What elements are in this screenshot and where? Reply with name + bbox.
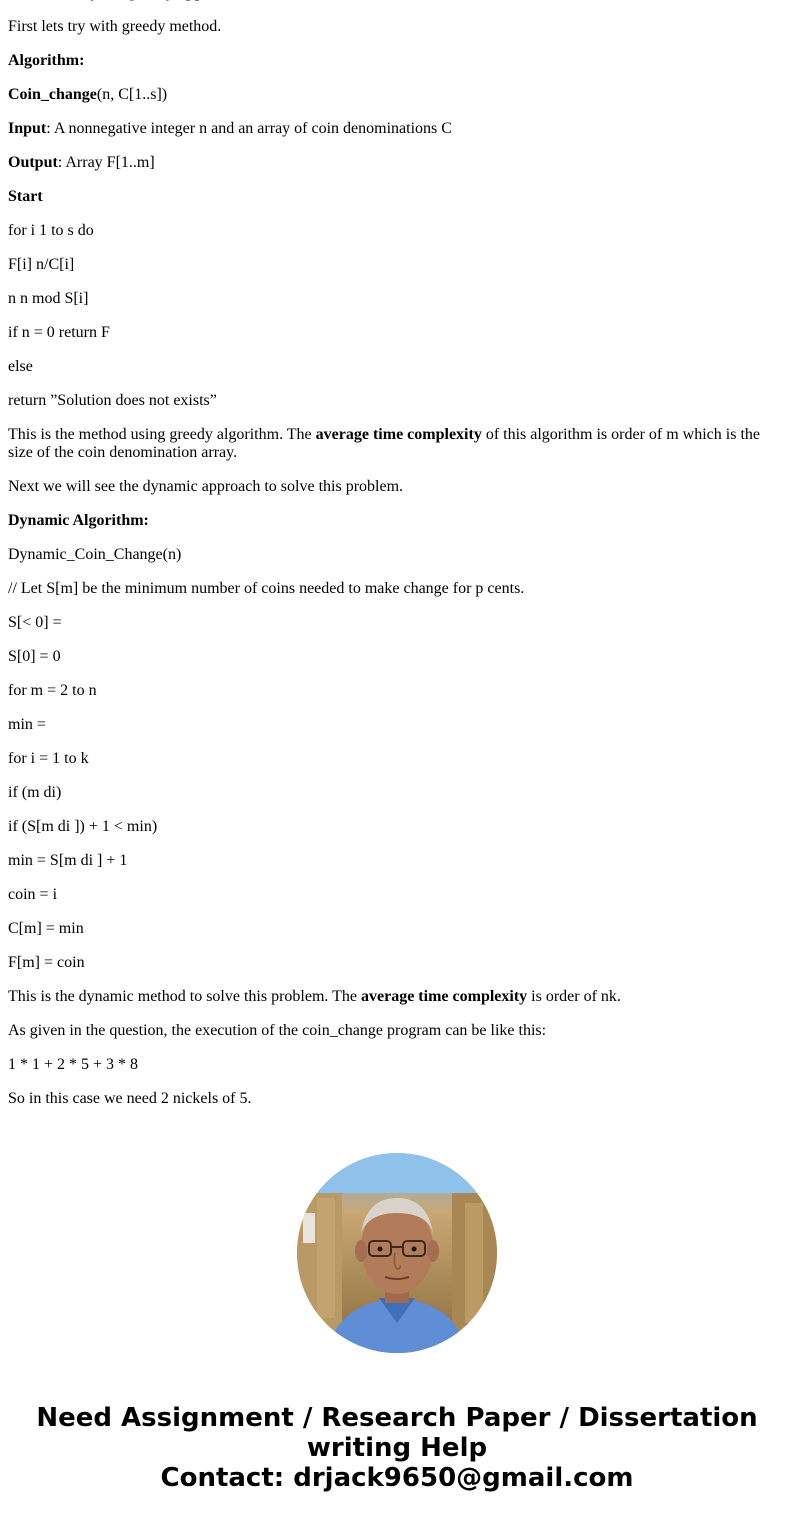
greedy-code-line: for i 1 to s do <box>8 222 94 239</box>
footer-line-1: Need Assignment / Research Paper / Dissertation <box>36 1403 758 1433</box>
document-body <box>8 0 778 1124</box>
avatar-portrait-image <box>297 1153 497 1353</box>
conclusion-text: So in this case we need 2 nickels of 5. <box>8 1090 252 1107</box>
dynamic-code-line: for m = 2 to n <box>8 682 97 699</box>
dynamic-code-line: C[m] = min <box>8 920 84 937</box>
dynamic-code-line: for i = 1 to k <box>8 750 89 767</box>
greedy-code-line: return ”Solution does not exists” <box>8 392 217 409</box>
footer-line-2: writing Help <box>306 1433 488 1463</box>
greedy-code-line: if n = 0 return F <box>8 324 110 341</box>
function-signature <box>8 86 778 104</box>
footer-contact-banner <box>0 1403 794 1493</box>
greedy-summary: This is the method using greedy algorithm. The average time complexity of this algorithm is order of m which is the size of the coin denomination array. <box>8 426 760 461</box>
dynamic-code-line: S[0] = 0 <box>8 648 61 665</box>
dynamic-code-line: S[< 0] = <box>8 614 62 631</box>
dynamic-code-line: // Let S[m] be the minimum number of coins needed to make change for p cents. <box>8 580 525 597</box>
dynamic-code-line: Dynamic_Coin_Change(n) <box>8 546 182 563</box>
dynamic-code-line: F[m] = coin <box>8 954 85 971</box>
greedy-code-line: else <box>8 358 33 375</box>
dynamic-code-line: if (S[m di ]) + 1 < min) <box>8 818 158 835</box>
greedy-code-line: n n mod S[i] <box>8 290 89 307</box>
dynamic-code-line: if (m di) <box>8 784 62 801</box>
dynamic-code-line: min = S[m di ] + 1 <box>8 852 128 869</box>
dynamic-summary: This is the dynamic method to solve this problem. The average time complexity is order of nk. <box>8 988 621 1005</box>
function-name: Coin_change <box>8 86 97 103</box>
avatar <box>297 1153 497 1353</box>
next-approach-text: Next we will see the dynamic approach to solve this problem. <box>8 478 404 495</box>
partial-title-line <box>8 0 778 2</box>
intro-text: First lets try with greedy method. <box>8 18 222 35</box>
algorithm-heading: Algorithm: <box>8 52 85 69</box>
dynamic-heading: Dynamic Algorithm: <box>8 512 149 529</box>
output-description: Output: Array F[1..m] <box>8 154 155 171</box>
expression-line: 1 * 1 + 2 * 5 + 3 * 8 <box>8 1056 139 1073</box>
function-args: (n, C[1..s]) <box>96 86 168 103</box>
start-label: Start <box>8 188 43 205</box>
dynamic-code-line: coin = i <box>8 886 58 903</box>
dynamic-code-line: min = <box>8 716 46 733</box>
greedy-code-line: F[i] n/C[i] <box>8 256 75 273</box>
input-description: Input: A nonnegative integer n and an array of coin denominations C <box>8 120 452 137</box>
footer-contact-email: Contact: drjack9650@gmail.com <box>160 1463 634 1493</box>
given-text: As given in the question, the execution of the coin_change program can be like this: <box>8 1022 547 1039</box>
